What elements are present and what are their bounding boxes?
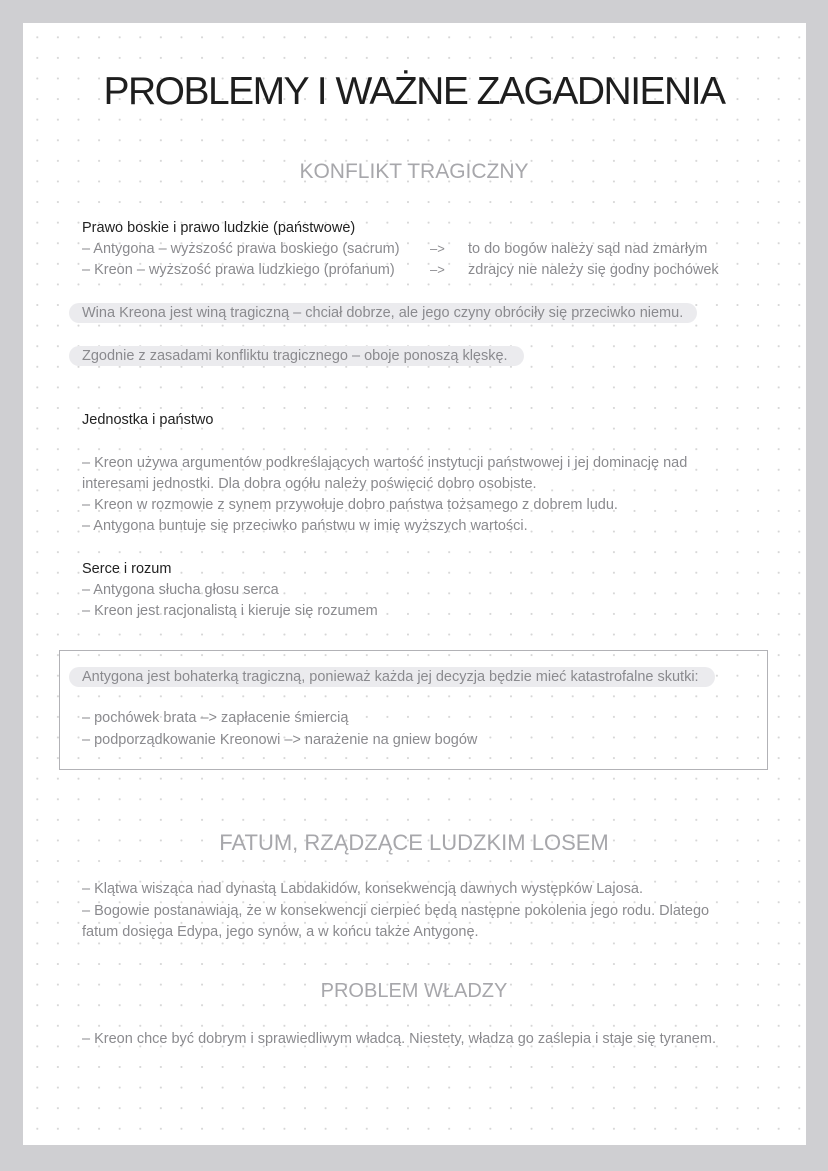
text-line: – Kreon jest racjonalistą i kieruje się rozumem <box>82 603 378 619</box>
text-line: – Klątwa wisząca nad dynastą Labdakidów, konsekwencją dawnych występków Lajosa. <box>82 881 643 897</box>
text-line: – Antygona buntuje się przeciwko państwu w imię wyższych wartości. <box>82 518 528 534</box>
subheading-jednostka: Jednostka i państwo <box>82 412 214 428</box>
arrow-text: –> <box>430 262 445 277</box>
subheading-serce: Serce i rozum <box>82 561 172 577</box>
text-line: – Bogowie postanawiają, że w konsekwencji cierpieć będą następne pokolenia jego rodu. Dlatego <box>82 903 710 919</box>
section-title-konflikt: KONFLIKT TRAGICZNY <box>299 160 529 183</box>
text-line: interesami jednostki. Dla dobra ogółu należy poświęcić dobro osobiste. <box>82 476 537 492</box>
row-right: to do bogów należy sąd nad zmarłym <box>468 241 708 257</box>
highlight-wina-kreona: Wina Kreona jest winą tragiczną – chciał dobrze, ale jego czyny obróciły się przeciwko niemu. <box>82 305 684 321</box>
highlight-kleska: Zgodnie z zasadami konfliktu tragicznego – oboje ponoszą klęskę. <box>82 348 508 364</box>
section-title-wladza: PROBLEM WŁADZY <box>320 980 508 1002</box>
row-left: – Antygona – wyższość prawa boskiego (sacrum) <box>82 241 400 257</box>
text-line: – Kreon w rozmowie z synem przywołuje dobro państwa tożsamego z dobrem ludu. <box>82 497 618 513</box>
text-line: fatum dosięga Edypa, jego synów, a w końcu także Antygonę. <box>82 924 479 940</box>
page-title: PROBLEMY I WAŻNE ZAGADNIENIA <box>103 70 725 113</box>
section-title-fatum: FATUM, RZĄDZĄCE LUDZKIM LOSEM <box>219 830 609 855</box>
text-line: – Kreon chce być dobrym i sprawiedliwym władcą. Niestety, władza go zaślepia i staje się tyranem. <box>82 1031 716 1047</box>
row-left: – Kreon – wyższość prawa ludzkiego (profanum) <box>82 262 395 278</box>
text-line: – Antygona słucha głosu serca <box>82 582 279 598</box>
text-line: – pochówek brata –> zapłacenie śmiercią <box>82 710 349 726</box>
text-line: – Kreon używa argumentów podkreślających wartość instytucji państwowej i jej dominację nad <box>82 455 688 471</box>
row-right: zdrajcy nie należy się godny pochówek <box>468 262 719 278</box>
box-highlight: Antygona jest bohaterką tragiczną, ponieważ każda jej decyzja będzie mieć katastrofalne skutki: <box>82 669 699 685</box>
arrow-text: –> <box>430 241 445 256</box>
subheading-prawo: Prawo boskie i prawo ludzkie (państwowe) <box>82 220 356 236</box>
text-line: – podporządkowanie Kreonowi –> narażenie na gniew bogów <box>82 732 478 748</box>
